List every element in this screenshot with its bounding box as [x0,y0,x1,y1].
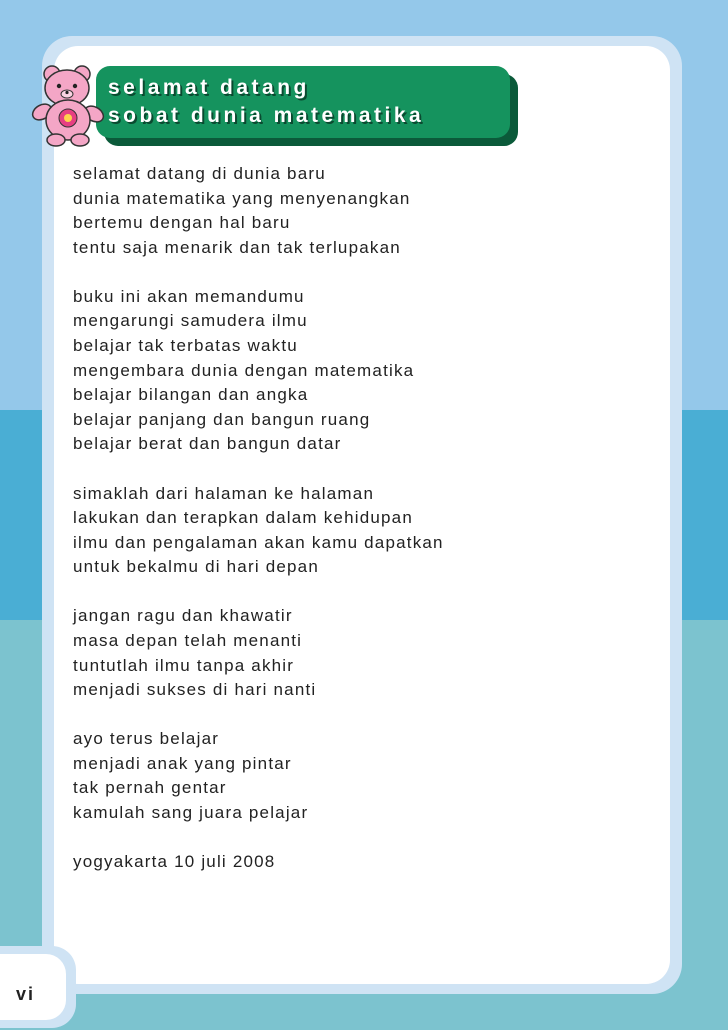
poem-signoff: yogyakarta 10 juli 2008 [73,852,276,872]
poem-line: belajar tak terbatas waktu [73,336,298,356]
pink-teddy-bear-icon [30,62,112,148]
title-banner-box [96,66,510,138]
poem-line: mengarungi samudera ilmu [73,311,308,331]
poem-line: tuntutlah ilmu tanpa akhir [73,655,295,675]
stanza-4 [73,604,633,702]
poem-line: menjadi anak yang pintar [73,753,292,773]
poem-line: buku ini akan memandumu [73,286,305,306]
stanza-1 [73,162,633,260]
poem-line: masa depan telah menanti [73,631,303,650]
title-banner [96,66,520,148]
poem-line: untuk bekalmu di hari depan [73,557,319,577]
poem-line: mengembara dunia dengan matematika [73,360,415,380]
poem-line: ayo terus belajar [73,729,220,749]
poem-line: ilmu dan pengalaman akan kamu dapatkan [73,532,444,552]
stanza-5 [73,727,633,825]
poem-line: simaklah dari halaman ke halaman [73,483,375,503]
poem-line: dunia matematika yang menyenangkan [73,188,411,208]
stanza-2 [73,285,633,457]
poem-line: kamulah sang juara pelajar [73,803,309,823]
poem-line: bertemu dengan hal baru [73,213,291,233]
stanza-3 [73,482,633,580]
title-line-2: sobat dunia matematika [108,104,425,127]
poem-line: jangan ragu dan khawatir [73,606,293,626]
poem-line: belajar bilangan dan angka [73,385,309,405]
poem [73,162,633,875]
page-number: vi [16,984,36,1004]
poem-line: tentu saja menarik dan tak terlupakan [73,237,401,257]
poem-line: belajar berat dan bangun datar [73,434,342,454]
poem-line: lakukan dan terapkan dalam kehidupan [73,508,413,528]
poem-line: selamat datang di dunia baru [73,164,326,183]
page-number-box [0,954,66,1020]
poem-line: tak pernah gentar [73,778,227,798]
title-line-1: selamat datang [108,76,310,99]
page-number-tab [0,946,76,1028]
poem-line: belajar panjang dan bangun ruang [73,409,371,429]
poem-line: menjadi sukses di hari nanti [73,680,317,700]
